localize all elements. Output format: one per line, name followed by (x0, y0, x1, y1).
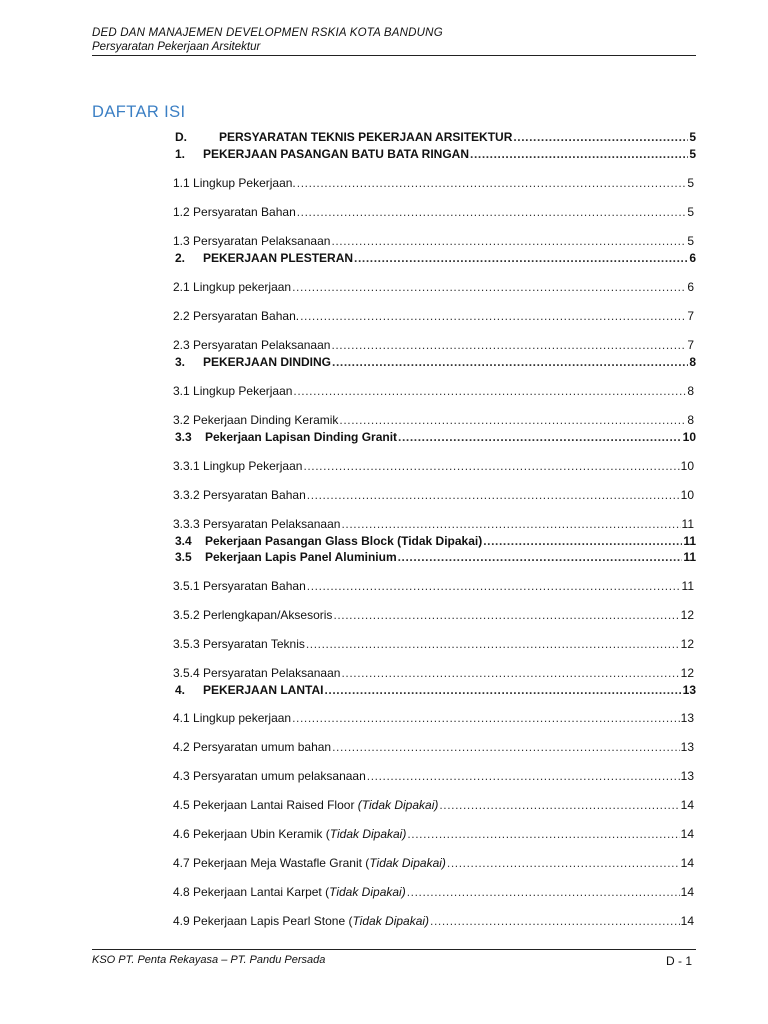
toc-heading: DAFTAR ISI (92, 103, 186, 121)
toc-entry-label: 2.2 Persyaratan Bahan. (173, 309, 300, 323)
toc-entry-page: 10 (680, 459, 694, 473)
toc-entry-page: 8 (687, 384, 694, 398)
toc-entry[interactable] (173, 486, 694, 502)
toc-entry-heading[interactable] (175, 249, 696, 265)
toc-leader-dots (303, 459, 679, 473)
toc-entry-label: 3.4 Pekerjaan Pasangan Glass Block (Tidak Dipakai) (175, 534, 483, 548)
toc-entry-label: 4.3 Persyaratan umum pelaksanaan (173, 769, 366, 783)
toc-leader-dots (470, 147, 688, 161)
header-section-title: Persyaratan Pekerjaan Arsitektur (92, 41, 261, 53)
toc-entry[interactable] (173, 232, 694, 248)
footer-company: KSO PT. Penta Rekayasa – PT. Pandu Persada (92, 954, 326, 966)
toc-entry-page: 7 (687, 338, 694, 352)
toc-entry[interactable] (173, 883, 694, 899)
toc-entry-number: 1. (175, 147, 186, 161)
toc-entry-label: 3.5.2 Perlengkapan/Aksesoris (173, 608, 333, 622)
toc-entry-label: 3.5.4 Persyaratan Pelaksanaan (173, 666, 341, 680)
toc-entry-page: 10 (682, 430, 696, 444)
toc-entry-label: 3.5.1 Persyaratan Bahan (173, 579, 306, 593)
toc-entry-note: Tidak Dipakai) (352, 914, 430, 928)
toc-leader-dots (306, 637, 680, 651)
toc-entry-label: 1.2 Persyaratan Bahan (173, 205, 296, 219)
toc-entry-number: 2. (175, 251, 186, 265)
toc-entry-page: 10 (680, 488, 694, 502)
toc-leader-dots (367, 769, 680, 783)
toc-leader-dots (341, 517, 680, 531)
toc-entry-page: 12 (680, 666, 694, 680)
toc-entry-page: 5 (687, 176, 694, 190)
toc-entry-page: 5 (687, 234, 694, 248)
toc-leader-dots (332, 740, 680, 754)
toc-entry-page: 14 (680, 914, 694, 928)
toc-leader-dots (331, 234, 686, 248)
toc-leader-dots (324, 683, 681, 697)
toc-entry-number: D. (175, 130, 187, 144)
toc-entry-number: 4. (175, 683, 186, 697)
toc-leader-dots (297, 205, 687, 219)
page-header (92, 26, 696, 54)
toc-leader-dots (292, 280, 686, 294)
toc-entry[interactable] (173, 203, 694, 219)
toc-entry-page: 13 (680, 769, 694, 783)
toc-entry-page: 8 (687, 413, 694, 427)
toc-leader-dots (398, 550, 683, 564)
toc-entry-label: 3.3.3 Persyaratan Pelaksanaan (173, 517, 341, 531)
toc-leader-dots (430, 914, 680, 928)
toc-leader-dots (293, 384, 686, 398)
toc-entry[interactable] (173, 307, 694, 323)
toc-leader-dots (332, 355, 688, 369)
toc-leader-dots (307, 488, 680, 502)
toc-leader-dots (354, 251, 688, 265)
toc-entry-label: 3.3.2 Persyaratan Bahan (173, 488, 306, 502)
toc-entry-page: 5 (689, 130, 696, 144)
toc-leader-dots (341, 666, 679, 680)
toc-leader-dots (407, 827, 679, 841)
toc-entry-page: 7 (687, 309, 694, 323)
toc-entry-number: 3.5 (175, 550, 192, 564)
toc-entry-number: 3.3 (175, 430, 192, 444)
toc-leader-dots (292, 711, 680, 725)
toc-entry-page: 14 (680, 798, 694, 812)
toc-entry-heading[interactable] (175, 681, 696, 697)
toc-entry-label: 4.6 Pekerjaan Ubin Keramik (Tidak Dipakai) (173, 827, 407, 841)
toc-entry[interactable] (173, 411, 694, 427)
toc-entry-page: 6 (689, 251, 696, 265)
toc-entry-page: 11 (681, 517, 694, 531)
footer-rule (92, 949, 696, 950)
toc-entry-heading[interactable] (175, 548, 696, 564)
toc-leader-dots (398, 430, 682, 444)
page-footer (92, 949, 696, 968)
toc-entry[interactable] (173, 825, 694, 841)
toc-entry[interactable] (173, 174, 694, 190)
toc-entry-page: 8 (689, 355, 696, 369)
toc-leader-dots (331, 338, 686, 352)
toc-entry-heading[interactable] (175, 532, 696, 548)
toc-entry[interactable] (173, 854, 694, 870)
footer-page-number: D - 1 (665, 954, 692, 968)
toc-entry-page: 6 (687, 280, 694, 294)
toc-entry-page: 13 (680, 740, 694, 754)
toc-entry-page: 11 (683, 550, 696, 564)
toc-entry-page: 11 (681, 579, 694, 593)
toc-entry-label: 3.2 Pekerjaan Dinding Keramik (173, 413, 339, 427)
toc-entry-page: 5 (689, 147, 696, 161)
toc-leader-dots (483, 534, 682, 548)
toc-entry-label: 2.1 Lingkup pekerjaan (173, 280, 292, 294)
toc-entry[interactable] (173, 912, 694, 928)
toc-entry[interactable] (173, 738, 694, 754)
toc-entry-label: D. PERSYARATAN TEKNIS PEKERJAAN ARSITEKTUR (175, 130, 513, 144)
toc-entry-label: 4.8 Pekerjaan Lantai Karpet (Tidak Dipakai) (173, 885, 406, 899)
toc-entry-label: 4.7 Pekerjaan Meja Wastafle Granit (Tidak Dipakai) (173, 856, 446, 870)
toc-entry-note: Tidak Dipakai) (329, 885, 406, 899)
toc-entry-heading[interactable] (175, 128, 696, 144)
toc-entry-number: 3.4 (175, 534, 192, 548)
toc-entry-label: 4.9 Pekerjaan Lapis Pearl Stone (Tidak Dipakai) (173, 914, 430, 928)
toc-entry-label: 4.2 Persyaratan umum bahan (173, 740, 332, 754)
toc-entry-label: 1.3 Persyaratan Pelaksanaan (173, 234, 331, 248)
toc-entry[interactable] (173, 577, 694, 593)
toc-entry[interactable] (173, 796, 694, 812)
toc-entry[interactable] (173, 278, 694, 294)
toc-leader-dots (307, 579, 681, 593)
toc-entry-heading[interactable] (175, 428, 696, 444)
toc-entry-page: 14 (680, 885, 694, 899)
toc-leader-dots (439, 798, 679, 812)
toc-entry-label: 4.5 Pekerjaan Lantai Raised Floor (Tidak Dipakai) (173, 798, 439, 812)
toc-entry-label: 1.1 Lingkup Pekerjaan. (173, 176, 296, 190)
toc-entry-note: Tidak Dipakai) (369, 856, 446, 870)
header-project-title: DED DAN MANAJEMEN DEVELOPMEN RSKIA KOTA BANDUNG (92, 27, 443, 39)
toc-entry-page: 5 (687, 205, 694, 219)
toc-entry[interactable] (173, 382, 694, 398)
toc-entry-note: Tidak Dipakai) (329, 827, 407, 841)
toc-entry-page: 11 (683, 534, 696, 548)
toc-entry-label: 2. PEKERJAAN PLESTERAN (175, 251, 354, 265)
toc-leader-dots (447, 856, 680, 870)
toc-entry[interactable] (173, 767, 694, 783)
toc-leader-dots (300, 309, 686, 323)
toc-entry-heading[interactable] (175, 145, 696, 161)
toc-entry[interactable] (173, 664, 694, 680)
toc-entry[interactable] (173, 336, 694, 352)
toc-entry-page: 14 (680, 827, 694, 841)
toc-entry-page: 12 (680, 608, 694, 622)
toc-entry-page: 13 (680, 711, 694, 725)
toc-leader-dots (339, 413, 686, 427)
toc-entry-label: 1. PEKERJAAN PASANGAN BATU BATA RINGAN (175, 147, 470, 161)
toc-entry-page: 12 (680, 637, 694, 651)
toc-leader-dots (513, 130, 688, 144)
toc-entry-label: 2.3 Persyaratan Pelaksanaan (173, 338, 331, 352)
toc-entry-label: 3.3 Pekerjaan Lapisan Dinding Granit (175, 430, 398, 444)
toc-entry[interactable] (173, 635, 694, 651)
toc-entry-page: 14 (680, 856, 694, 870)
toc-entry-label: 4. PEKERJAAN LANTAI (175, 683, 324, 697)
toc-entry-label: 3.5 Pekerjaan Lapis Panel Aluminium (175, 550, 397, 564)
toc-entry[interactable] (173, 515, 694, 531)
toc-entry-label: 3.1 Lingkup Pekerjaan (173, 384, 293, 398)
toc-entry-label: 4.1 Lingkup pekerjaan (173, 711, 292, 725)
toc-entry-heading[interactable] (175, 353, 696, 369)
toc-leader-dots (407, 885, 680, 899)
toc-leader-dots (297, 176, 687, 190)
header-rule (92, 55, 696, 56)
toc-entry-label: 3.5.3 Persyaratan Teknis (173, 637, 305, 651)
toc-entry[interactable] (173, 606, 694, 622)
toc-entry-note: (Tidak Dipakai) (357, 798, 439, 812)
toc-entry[interactable] (173, 457, 694, 473)
toc-entry-page: 13 (682, 683, 696, 697)
toc-leader-dots (333, 608, 679, 622)
toc-entry-label: 3. PEKERJAAN DINDING (175, 355, 332, 369)
toc-entry-number: 3. (175, 355, 186, 369)
toc-entry-label: 3.3.1 Lingkup Pekerjaan (173, 459, 303, 473)
toc-entry[interactable] (173, 709, 694, 725)
